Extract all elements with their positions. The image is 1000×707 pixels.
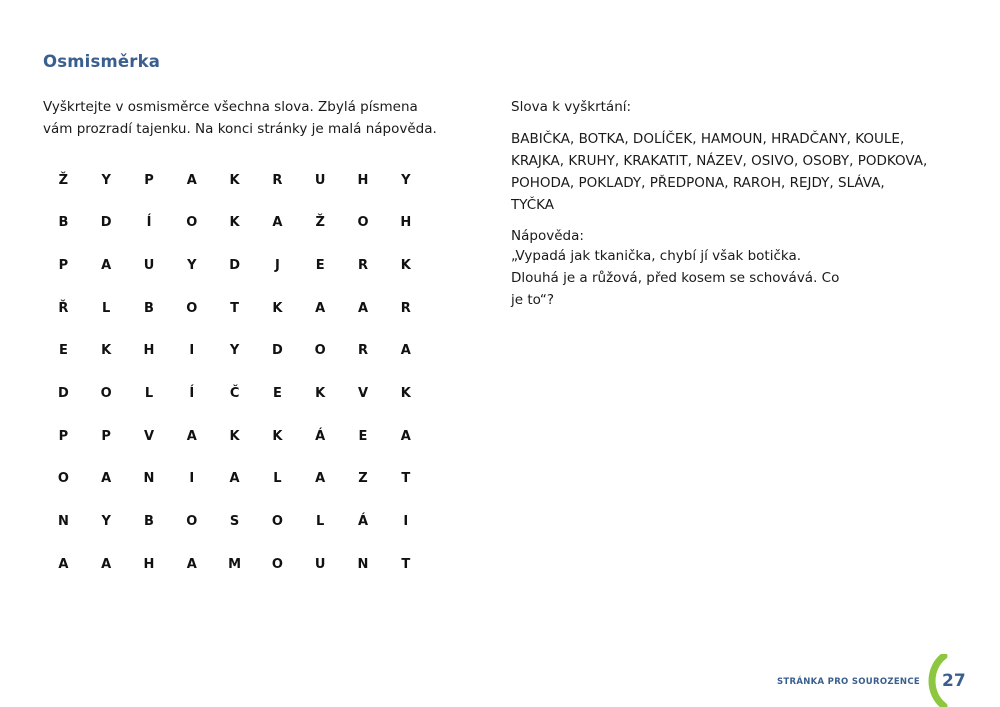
grid-cell: O <box>186 215 198 231</box>
grid-cell: Č <box>229 385 240 401</box>
grid-cell: A <box>101 471 112 487</box>
grid-cell: L <box>273 471 282 487</box>
grid-cell: A <box>186 556 197 572</box>
grid-cell: D <box>229 257 240 273</box>
grid-cell: K <box>229 172 240 188</box>
grid-cell: O <box>271 514 283 529</box>
grid-cell: J <box>274 257 280 273</box>
grid-cell: I <box>403 514 409 529</box>
grid-cell: K <box>229 215 240 231</box>
page-title: Osmisměrka <box>43 52 161 71</box>
grid-cell: A <box>229 471 240 487</box>
grid-cell: R <box>400 300 411 316</box>
grid-cell: A <box>400 343 411 359</box>
footer-section-label: STRÁNKA PRO SOUROZENCE <box>777 677 920 687</box>
grid-cell: Á <box>315 428 326 444</box>
hint-text: „Vypadá jak tkanička, chybí jí však botička. Dlouhá je a růžová, před kosem se schovává. Co je to“? <box>511 248 840 308</box>
word-search-grid <box>42 168 427 595</box>
grid-cell: H <box>143 343 155 359</box>
grid-cell: B <box>144 514 154 529</box>
grid-cell: M <box>228 556 242 572</box>
grid-cell: D <box>271 343 283 359</box>
grid-cell: I <box>189 471 195 487</box>
grid-cell: O <box>100 385 112 401</box>
grid-cell: Ř <box>58 300 69 316</box>
grid-cell: Y <box>101 172 111 188</box>
grid-cell: E <box>272 385 282 401</box>
grid-cell: E <box>315 257 325 273</box>
grid-cell: A <box>315 471 326 487</box>
grid-cell: L <box>316 514 325 529</box>
grid-cell: Z <box>358 471 368 487</box>
grid-cell: L <box>102 300 111 316</box>
grid-cell: Ž <box>58 172 69 188</box>
grid-cell: U <box>314 172 326 188</box>
grid-cell: E <box>358 428 368 444</box>
grid-cell: Y <box>187 257 197 273</box>
grid-cell: Ž <box>315 215 325 231</box>
grid-cell: E <box>58 343 68 359</box>
grid-cell: T <box>401 556 411 572</box>
grid-cell: K <box>400 257 411 273</box>
grid-cell: K <box>272 428 283 444</box>
grid-cell: A <box>272 215 283 231</box>
grid-cell: A <box>315 300 326 316</box>
grid-cell: B <box>144 300 154 316</box>
grid-cell: Í <box>189 385 195 401</box>
grid-cell: H <box>143 556 155 572</box>
grid-cell: O <box>186 300 198 316</box>
grid-cell: I <box>189 343 195 359</box>
grid-cell: K <box>229 428 240 444</box>
grid-cell: A <box>101 556 112 572</box>
grid-cell: Y <box>101 514 111 529</box>
hint-label: Nápověda: <box>511 228 584 244</box>
grid-cell: N <box>357 556 369 572</box>
grid-cell: O <box>357 215 369 231</box>
grid-cell: A <box>101 257 112 273</box>
grid-cell: D <box>100 215 112 231</box>
intro-text: Vyškrtejte v osmisměrce všechna slova. Zbylá písmena vám prozradí tajenku. Na konci stránky je malá nápověda. <box>43 99 437 137</box>
words-label: Slova k vyškrtání: <box>511 99 632 115</box>
grid-cell: A <box>400 428 411 444</box>
grid-cell: B <box>58 215 69 231</box>
word-list: BABIČKA, BOTKA, DOLÍČEK, HAMOUN, HRADČANY, KOULE, KRAJKA, KRUHY, KRAKATIT, NÁZEV, OSIVO, OSOBY, PODKOVA, POHODA, POKLADY, PŘEDPONA, RAROH, REJDY, SLÁVA, TYČKA <box>511 131 928 213</box>
grid-cell: U <box>314 556 326 572</box>
grid-cell: L <box>144 385 154 401</box>
grid-cell: R <box>357 257 368 273</box>
grid-cell: P <box>58 428 69 444</box>
grid-cell: O <box>186 514 198 529</box>
grid-cell: S <box>229 514 240 529</box>
grid-cell: V <box>143 428 155 444</box>
grid-cell: P <box>58 257 69 273</box>
grid-cell: Y <box>229 343 240 359</box>
grid-cell: O <box>57 471 69 487</box>
grid-cell: U <box>143 257 155 273</box>
grid-cell: Í <box>146 215 152 231</box>
grid-cell: K <box>101 343 112 359</box>
grid-cell: H <box>400 215 412 231</box>
grid-cell: O <box>271 556 283 572</box>
grid-cell: K <box>315 385 326 401</box>
grid-cell: K <box>272 300 283 316</box>
grid-cell: N <box>143 471 155 487</box>
grid-cell: T <box>401 471 411 487</box>
grid-cell: Y <box>401 172 411 188</box>
grid-cell: A <box>357 300 368 316</box>
grid-cell: A <box>58 556 69 572</box>
grid-cell: K <box>400 385 411 401</box>
grid-cell: H <box>357 172 369 188</box>
grid-cell: A <box>186 172 197 188</box>
grid-cell: R <box>357 343 368 359</box>
grid-cell: O <box>314 343 326 359</box>
grid-cell: D <box>58 385 69 401</box>
grid-cell: P <box>144 172 154 188</box>
grid-cell: N <box>57 514 69 529</box>
grid-cell: V <box>357 385 368 401</box>
page-number: 27 <box>942 671 966 691</box>
grid-cell: Á <box>357 514 368 529</box>
grid-cell: A <box>186 428 197 444</box>
grid-cell: P <box>101 428 111 444</box>
grid-cell: R <box>272 172 283 188</box>
grid-cell: T <box>230 300 240 316</box>
